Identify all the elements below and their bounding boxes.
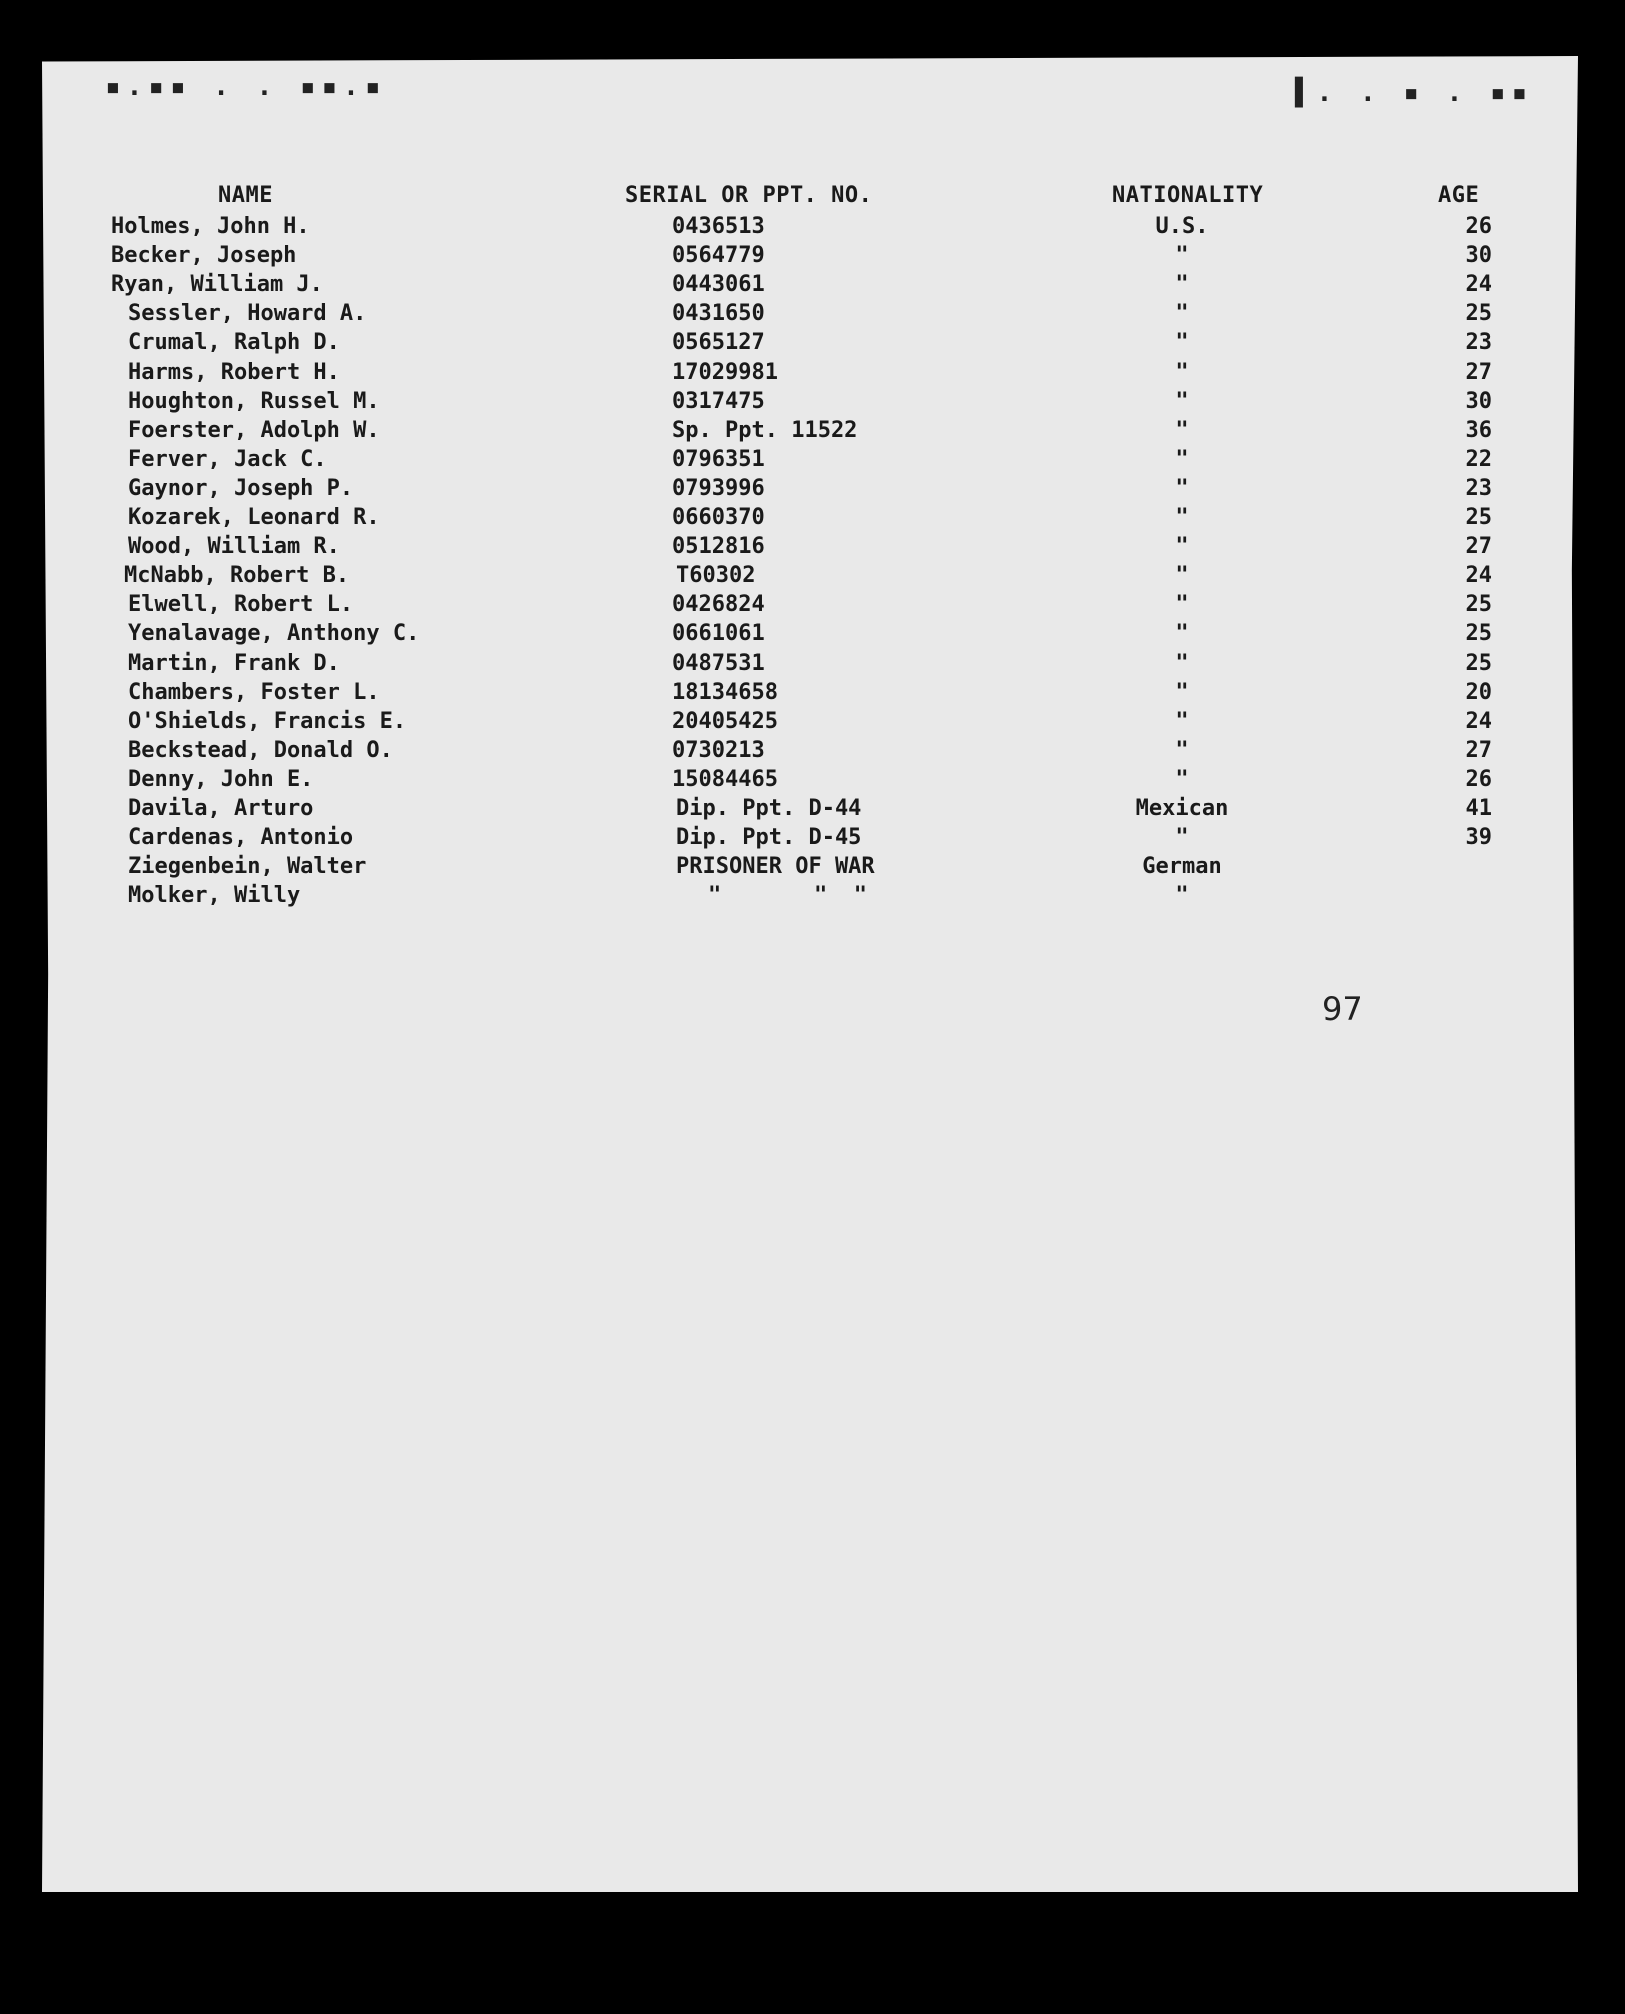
- name-cell: Cardenas, Antonio: [128, 825, 354, 851]
- nationality-cell: ": [1175, 825, 1189, 851]
- serial-cell: 0317475: [672, 388, 765, 414]
- serial-cell: 15084465: [672, 766, 778, 792]
- table-row: [0, 532, 1625, 561]
- age-cell: 24: [1465, 563, 1492, 589]
- serial-cell: 0512816: [672, 534, 765, 560]
- nationality-cell: ": [1175, 505, 1189, 530]
- age-cell: 22: [1465, 446, 1492, 472]
- name-cell: Denny, John E.: [128, 766, 314, 792]
- table-row: [0, 270, 1625, 299]
- serial-cell: Sp. Ppt. 11522: [672, 417, 858, 443]
- serial-cell: 0426824: [672, 592, 765, 618]
- name-cell: Martin, Frank D.: [128, 650, 340, 676]
- table-row: [0, 387, 1625, 416]
- nationality-cell: ": [1175, 883, 1189, 909]
- age-cell: 30: [1465, 243, 1492, 269]
- name-cell: Gaynor, Joseph P.: [128, 475, 354, 501]
- age-cell: 27: [1465, 534, 1492, 560]
- table-row: [0, 241, 1625, 270]
- nationality-cell: Mexican: [1135, 796, 1229, 821]
- name-cell: Molker, Willy: [128, 883, 301, 909]
- table-row: [0, 328, 1625, 357]
- header-name: NAME: [218, 183, 273, 208]
- name-cell: Ryan, William J.: [111, 272, 323, 298]
- serial-cell: " " ": [708, 883, 867, 909]
- header-nationality: NATIONALITY: [1112, 183, 1264, 208]
- nationality-cell: ": [1175, 708, 1189, 734]
- name-cell: Kozarek, Leonard R.: [128, 505, 380, 530]
- serial-cell: Dip. Ppt. D-44: [676, 796, 862, 821]
- age-cell: 39: [1465, 825, 1492, 851]
- nationality-cell: U.S.: [1155, 214, 1209, 239]
- nationality-cell: ": [1175, 272, 1189, 298]
- age-cell: 23: [1465, 475, 1492, 501]
- name-cell: Harms, Robert H.: [128, 359, 340, 385]
- age-cell: 27: [1465, 737, 1492, 763]
- name-cell: Ziegenbein, Walter: [128, 854, 367, 880]
- table-row: [0, 445, 1625, 474]
- nationality-cell: ": [1175, 446, 1189, 472]
- table-row: [0, 649, 1625, 678]
- age-cell: 36: [1465, 417, 1492, 443]
- nationality-cell: ": [1175, 563, 1189, 589]
- page-number: 97: [1322, 990, 1363, 1028]
- header-age: AGE: [1438, 183, 1480, 208]
- serial-cell: 20405425: [672, 708, 778, 734]
- age-cell: 30: [1465, 388, 1492, 414]
- nationality-cell: ": [1175, 737, 1189, 763]
- serial-cell: PRISONER OF WAR: [676, 854, 875, 880]
- name-cell: Ferver, Jack C.: [128, 446, 327, 472]
- table-row: [0, 678, 1625, 707]
- nationality-cell: ": [1175, 475, 1189, 501]
- nationality-cell: ": [1175, 766, 1189, 792]
- top-right-smudge-marks: ▌. . ▪ . ▪▪: [1295, 78, 1534, 108]
- table-row: [0, 881, 1625, 910]
- nationality-cell: ": [1175, 650, 1189, 676]
- table-row: [0, 823, 1625, 852]
- serial-cell: 0660370: [672, 505, 765, 530]
- table-row: [0, 212, 1625, 241]
- serial-cell: 0431650: [672, 301, 765, 327]
- age-cell: 27: [1465, 359, 1492, 385]
- table-row: [0, 852, 1625, 881]
- table-row: [0, 358, 1625, 387]
- name-cell: Elwell, Robert L.: [128, 592, 354, 618]
- table-row: [0, 561, 1625, 590]
- name-cell: Chambers, Foster L.: [128, 679, 380, 705]
- age-cell: 24: [1465, 708, 1492, 734]
- serial-cell: T60302: [676, 563, 756, 589]
- serial-cell: 0793996: [672, 475, 765, 501]
- age-cell: 26: [1465, 214, 1492, 239]
- serial-cell: 18134658: [672, 679, 778, 705]
- serial-cell: 0487531: [672, 650, 765, 676]
- table-row: [0, 736, 1625, 765]
- serial-cell: Dip. Ppt. D-45: [676, 825, 862, 851]
- nationality-cell: ": [1175, 534, 1189, 560]
- name-cell: Becker, Joseph: [111, 243, 297, 269]
- age-cell: 25: [1465, 505, 1492, 530]
- header-serial: SERIAL OR PPT. NO.: [625, 183, 873, 208]
- name-cell: Davila, Arturo: [128, 796, 314, 821]
- name-cell: Foerster, Adolph W.: [128, 417, 380, 443]
- serial-cell: 17029981: [672, 359, 778, 385]
- serial-cell: 0443061: [672, 272, 765, 298]
- age-cell: 25: [1465, 592, 1492, 618]
- name-cell: Crumal, Ralph D.: [128, 330, 340, 356]
- table-row: [0, 590, 1625, 619]
- table-row: [0, 299, 1625, 328]
- serial-cell: 0661061: [672, 621, 765, 647]
- age-cell: 23: [1465, 330, 1492, 356]
- serial-cell: 0565127: [672, 330, 765, 356]
- age-cell: 25: [1465, 621, 1492, 647]
- age-cell: 24: [1465, 272, 1492, 298]
- table-row: [0, 416, 1625, 445]
- nationality-cell: ": [1175, 301, 1189, 327]
- nationality-cell: ": [1175, 330, 1189, 356]
- name-cell: Yenalavage, Anthony C.: [128, 621, 420, 647]
- serial-cell: 0436513: [672, 214, 765, 239]
- serial-cell: 0796351: [672, 446, 765, 472]
- nationality-cell: ": [1175, 359, 1189, 385]
- name-cell: McNabb, Robert B.: [124, 563, 350, 589]
- name-cell: Sessler, Howard A.: [128, 301, 367, 327]
- age-cell: 20: [1465, 679, 1492, 705]
- table-row: [0, 503, 1625, 532]
- table-row: [0, 765, 1625, 794]
- nationality-cell: ": [1175, 388, 1189, 414]
- name-cell: Houghton, Russel M.: [128, 388, 380, 414]
- nationality-cell: ": [1175, 621, 1189, 647]
- nationality-cell: German: [1142, 854, 1222, 880]
- nationality-cell: ": [1175, 679, 1189, 705]
- age-cell: 26: [1465, 766, 1492, 792]
- name-cell: Beckstead, Donald O.: [128, 737, 393, 763]
- name-cell: O'Shields, Francis E.: [128, 708, 407, 734]
- serial-cell: 0730213: [672, 737, 765, 763]
- age-cell: 25: [1465, 650, 1492, 676]
- age-cell: 25: [1465, 301, 1492, 327]
- serial-cell: 0564779: [672, 243, 765, 269]
- table-row: [0, 619, 1625, 648]
- nationality-cell: ": [1175, 243, 1189, 269]
- table-row: [0, 794, 1625, 823]
- nationality-cell: ": [1175, 592, 1189, 618]
- top-left-smudge-marks: ▪.▪▪ . . ▪▪.▪: [105, 72, 387, 102]
- name-cell: Wood, William R.: [128, 534, 340, 560]
- table-row: [0, 474, 1625, 503]
- name-cell: Holmes, John H.: [111, 214, 310, 239]
- table-row: [0, 707, 1625, 736]
- age-cell: 41: [1465, 796, 1492, 821]
- nationality-cell: ": [1175, 417, 1189, 443]
